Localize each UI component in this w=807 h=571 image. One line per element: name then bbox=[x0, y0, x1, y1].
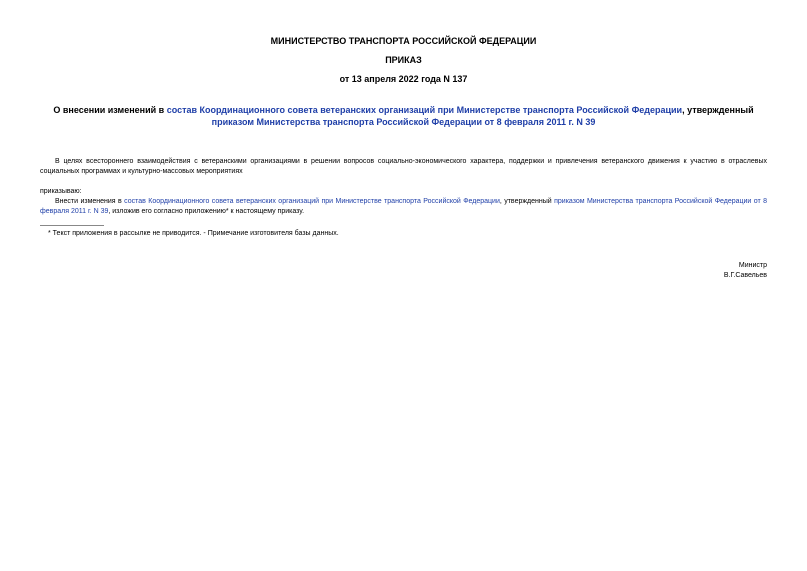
footnote: * Текст приложения в рассылке не приводится. - Примечание изготовителя базы данных. bbox=[48, 230, 339, 237]
order-text-3: , изложив его согласно приложению* к настоящему приказу. bbox=[108, 208, 305, 215]
footnote-divider bbox=[40, 225, 104, 226]
title-text-1: О внесении изменений в bbox=[53, 105, 167, 115]
order-link-council[interactable]: состав Координационного совета ветеранских организаций при Министерстве транспорта Российской Федерации bbox=[124, 198, 500, 205]
order-word: приказываю: bbox=[40, 188, 82, 195]
document-date: от 13 апреля 2022 года N 137 bbox=[339, 74, 468, 84]
preamble-paragraph: В целях всестороннего взаимодействия с ветеранскими организациями в решении вопросов социально-экономического характера, поддержки и привлечения ветеранского движения к участию в отраслевых социальных программах и культурно-массовых мероприятиях bbox=[40, 158, 767, 175]
order-text-1: Внести изменения в bbox=[55, 198, 125, 205]
ministry-name: МИНИСТЕРСТВО ТРАНСПОРТА РОССИЙСКОЙ ФЕДЕРАЦИИ bbox=[270, 36, 537, 46]
title-link-order[interactable]: приказом Министерства транспорта Российской Федерации от 8 февраля 2011 г. N 39 bbox=[211, 117, 596, 127]
order-text-2: , утвержденный bbox=[499, 198, 555, 205]
document-title bbox=[40, 104, 767, 128]
signatory-title: Министр bbox=[738, 262, 767, 269]
document-type: ПРИКАЗ bbox=[385, 55, 422, 65]
title-link-council[interactable]: состав Координационного совета ветеранских организаций при Министерстве транспорта Российской Федерации bbox=[166, 105, 683, 115]
signatory-name: В.Г.Савельев bbox=[723, 272, 767, 279]
order-link-order[interactable]: приказом Министерства транспорта Российской Федерации от 8 февраля 2011 г. N 39 bbox=[40, 198, 767, 215]
title-text-2: , утвержденный bbox=[682, 105, 754, 115]
order-paragraph bbox=[40, 197, 767, 217]
